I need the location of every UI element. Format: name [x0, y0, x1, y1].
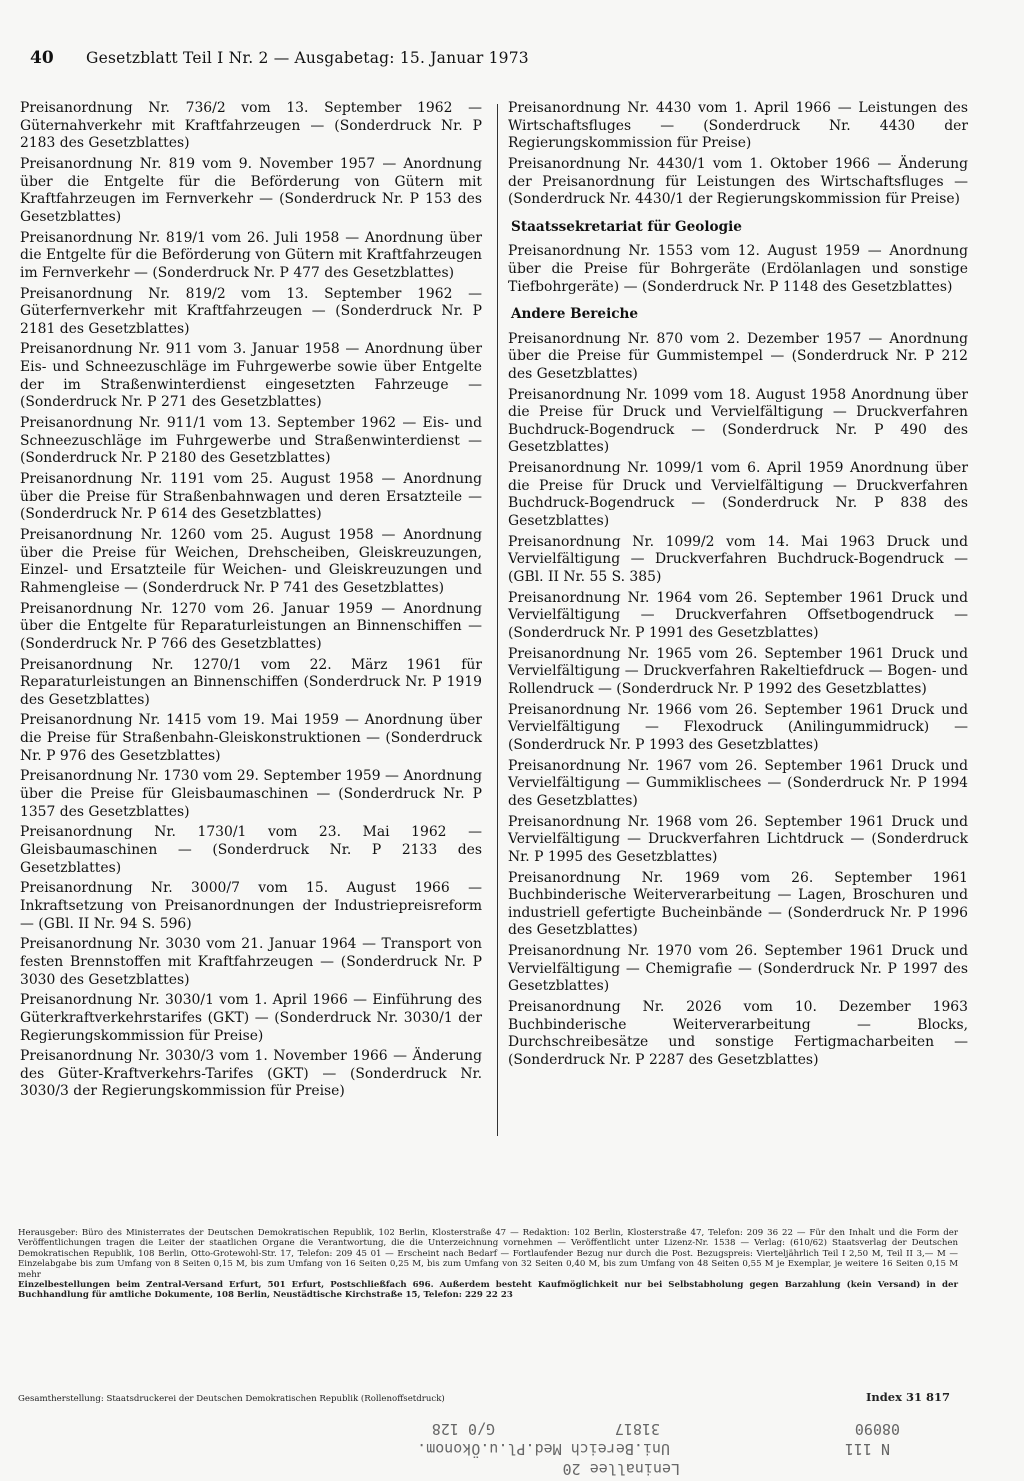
- stamp-line-3: N 111: [844, 1440, 890, 1458]
- list-item: Preisanordnung Nr. 736/2 vom 13. September 1962 — Güternahverkehr mit Kraftfahrzeugen — (Sonderdruck Nr. P 2183 des Gesetzblattes): [20, 100, 482, 152]
- list-item: Preisanordnung Nr. 1967 vom 26. September 1961 Druck und Vervielfältigung — Gummiklischees — (Sonderdruck Nr. P 1994 des Gesetzblattes): [508, 757, 968, 809]
- list-item: Preisanordnung Nr. 1191 vom 25. August 1958 — Anordnung über die Preise für Straßenbahnwagen und deren Ersatzteile — (Sonderdruck Nr. P 614 des Gesetzblattes): [20, 471, 482, 523]
- list-item: Preisanordnung Nr. 1099/2 vom 14. Mai 1963 Druck und Vervielfältigung — Druckverfahren Buchdruck-Bogendruck — (GBl. II Nr. 55 S. 385): [508, 533, 968, 585]
- list-item: Preisanordnung Nr. 1260 vom 25. August 1958 — Anordnung über die Preise für Weichen, Drehscheiben, Gleiskreuzungen, Einzel- und Ersatzteile für Weichen- und Gleiskreuzungen und Rahmengleise — (Sonderdruck Nr. P 741 des Gesetzblattes): [20, 526, 482, 596]
- list-item: Preisanordnung Nr. 1553 vom 12. August 1959 — Anordnung über die Preise für Bohrgeräte (Erdölanlagen und sonstige Tiefbohrgeräte) — (Sonderdruck Nr. P 1148 des Gesetzblattes): [508, 243, 968, 295]
- list-item: Preisanordnung Nr. 819/1 vom 26. Juli 1958 — Anordnung über die Entgelte für die Beförderung von Gütern mit Kraftfahrzeugen im Fernverkehr — (Sonderdruck Nr. P 477 des Gesetzblattes): [20, 229, 482, 281]
- page-number: 40: [30, 48, 54, 68]
- printer-info: Gesamtherstellung: Staatsdruckerei der Deutschen Demokratischen Republik (Rollenoffsetdruck): [18, 1394, 445, 1404]
- right-column: [508, 100, 968, 1073]
- list-item: Preisanordnung Nr. 870 vom 2. Dezember 1957 — Anordnung über die Preise für Gummistempel — (Sonderdruck Nr. P 212 des Gesetzblattes): [508, 330, 968, 382]
- list-item: Preisanordnung Nr. 1099 vom 18. August 1958 Anordnung über die Preise für Druck und Vervielfältigung — Druckverfahren Buchdruck-Bogendruck — (Sonderdruck Nr. P 490 des Gesetzblattes): [508, 386, 968, 456]
- section-heading-andere-bereiche: Andere Bereiche: [511, 306, 639, 323]
- stamp-line-4: 08090: [854, 1420, 900, 1438]
- section-heading-geologie: Staatssekretariat für Geologie: [511, 218, 742, 235]
- list-item: Preisanordnung Nr. 1970 vom 26. September 1961 Druck und Vervielfältigung — Chemigrafie — (Sonderdruck Nr. P 1997 des Gesetzblattes): [508, 943, 968, 995]
- stamp-line-2: Uni.Bereich Med.Pl.u.Ökonom.: [417, 1440, 670, 1458]
- page-header: [30, 48, 994, 68]
- list-item: Preisanordnung Nr. 1415 vom 19. Mai 1959 — Anordnung über die Preise für Straßenbahn-Gleiskonstruktionen — (Sonderdruck Nr. P 976 des Gesetzblattes): [20, 712, 482, 764]
- list-item: Preisanordnung Nr. 1968 vom 26. September 1961 Druck und Vervielfältigung — Druckverfahren Lichtdruck — (Sonderdruck Nr. P 1995 des Gesetzblattes): [508, 813, 968, 865]
- list-item: Preisanordnung Nr. 819 vom 9. November 1957 — Anordnung über die Entgelte für die Beförderung von Gütern mit Kraftfahrzeugen im Fernverkehr — (Sonderdruck Nr. P 153 des Gesetzblattes): [20, 155, 482, 225]
- stamp-line-5: 31817: [614, 1420, 660, 1438]
- list-item: Preisanordnung Nr. 911 vom 3. Januar 1958 — Anordnung über Eis- und Schneezuschläge im Fuhrgewerbe sowie über Entgelte der im Straßenwinterdienst eingesetzten Fahrzeuge — (Sonderdruck Nr. P 271 des Gesetzblattes): [20, 341, 482, 411]
- list-item: Preisanordnung Nr. 4430/1 vom 1. Oktober 1966 — Änderung der Preisanordnung für Leistungen des Wirtschaftsfluges — (Sonderdruck Nr. 4430/1 der Regierungskommission für Preise): [508, 155, 968, 208]
- list-item: Preisanordnung Nr. 3000/7 vom 15. August 1966 — Inkraftsetzung von Preisanordnungen der Industriepreisreform — (GBl. II Nr. 94 S. 596): [20, 880, 482, 932]
- colophon: [18, 1228, 958, 1301]
- publisher-info: Herausgeber: Büro des Ministerrates der Deutschen Demokratischen Republik, 102 Berlin, Klosterstraße 47 — Redaktion: 102 Berlin, Klosterstraße 47, Telefon: 209 36 22 — Für den Inhalt und die Form der Veröffentlichungen tragen die Leiter der staatlichen Organe die Verantwortung, die die Unterzeichnung vornehmen — Veröffentlicht unter Lizenz-Nr. 1538 — Verlag: (610/62) Staatsverlag der Deutschen Demokratischen Republik, 108 Berlin, Otto-Grotewohl-Str. 17, Telefon: 209 45 01 — Erscheint nach Bedarf — Fortlaufender Bezug nur durch die Post. Bezugspreis: Vierteljährlich Teil I 2,50 M, Teil II 3,— M — Einzelabgabe bis zum Umfang von 8 Seiten 0,15 M, bis zum Umfang von 16 Seiten 0,25 M, bis zum Umfang von 32 Seiten 0,40 M, bis zum Umfang von 48 Seiten 0,55 M je Exemplar, je weitere 16 Seiten 0,15 M mehr: [18, 1228, 958, 1280]
- list-item: Preisanordnung Nr. 3030 vom 21. Januar 1964 — Transport von festen Brennstoffen mit Kraftfahrzeugen — (Sonderdruck Nr. P 3030 des Gesetzblattes): [20, 936, 482, 988]
- list-item: Preisanordnung Nr. 1965 vom 26. September 1961 Druck und Vervielfältigung — Druckverfahren Rakeltiefdruck — Bogen- und Rollendruck — (Sonderdruck Nr. P 1992 des Gesetzblattes): [508, 645, 968, 697]
- list-item: Preisanordnung Nr. 2026 vom 10. Dezember 1963 Buchbinderische Weiterverarbeitung — Blocks, Durchschreibesätze und sonstige Fertigmacharbeiten — (Sonderdruck Nr. P 2287 des Gesetzblattes): [508, 999, 968, 1068]
- list-item: Preisanordnung Nr. 3030/3 vom 1. November 1966 — Änderung des Güter-Kraftverkehrs-Tarifes (GKT) — (Sonderdruck Nr. 3030/3 der Regierungskommission für Preise): [20, 1048, 482, 1100]
- list-item: Preisanordnung Nr. 911/1 vom 13. September 1962 — Eis- und Schneezuschläge im Fuhrgewerbe und Straßenwinterdienst — (Sonderdruck Nr. P 2180 des Gesetzblattes): [20, 415, 482, 467]
- list-item: Preisanordnung Nr. 1969 vom 26. September 1961 Buchbinderische Weiterverarbeitung — Lagen, Broschuren und industriell gefertigte Bucheinbände — (Sonderdruck Nr. P 1996 des Gesetzblattes): [508, 869, 968, 939]
- list-item: Preisanordnung Nr. 1099/1 vom 6. April 1959 Anordnung über die Preise für Druck und Vervielfältigung — Druckverfahren Buchdruck-Bogendruck — (Sonderdruck Nr. P 838 des Gesetzblattes): [508, 460, 968, 530]
- list-item: Preisanordnung Nr. 819/2 vom 13. September 1962 — Güterfernverkehr mit Kraftfahrzeugen — (Sonderdruck Nr. P 2181 des Gesetzblattes): [20, 285, 482, 337]
- list-item: Preisanordnung Nr. 1966 vom 26. September 1961 Druck und Vervielfältigung — Flexodruck (Anilingummidruck) — (Sonderdruck Nr. P 1993 des Gesetzblattes): [508, 701, 968, 753]
- stamp-line-1: Leninallee 20: [562, 1460, 680, 1478]
- stamp-line-6: G/0 128: [431, 1420, 495, 1438]
- list-item: Preisanordnung Nr. 1730 vom 29. September 1959 — Anordnung über die Preise für Gleisbaumaschinen — (Sonderdruck Nr. P 1357 des Gesetzblattes): [20, 768, 482, 820]
- index-number: Index 31 817: [866, 1390, 950, 1404]
- library-stamp: [300, 1418, 1000, 1478]
- list-item: Preisanordnung Nr. 1270 vom 26. Januar 1959 — Anordnung über die Entgelte für Reparaturleistungen an Binnenschiffen — (Sonderdruck Nr. P 766 des Gesetzblattes): [20, 600, 482, 652]
- colophon-footer: [18, 1392, 958, 1404]
- list-item: Preisanordnung Nr. 3030/1 vom 1. April 1966 — Einführung des Güterkraftverkehrstarifes (GKT) — (Sonderdruck Nr. 3030/1 der Regierungskommission für Preise): [20, 992, 482, 1044]
- list-item: Preisanordnung Nr. 1964 vom 26. September 1961 Druck und Vervielfältigung — Druckverfahren Offsetbogendruck — (Sonderdruck Nr. P 1991 des Gesetzblattes): [508, 589, 968, 641]
- list-item: Preisanordnung Nr. 1730/1 vom 23. Mai 1962 — Gleisbaumaschinen — (Sonderdruck Nr. P 2133 des Gesetzblattes): [20, 824, 482, 876]
- ordering-info: Einzelbestellungen beim Zentral-Versand Erfurt, 501 Erfurt, Postschließfach 696. Außerdem besteht Kaufmöglichkeit nur bei Selbstabholung gegen Barzahlung (kein Versand) in der Buchhandlung für amtliche Dokumente, 108 Berlin, Neustädtische Kirchstraße 15, Telefon: 229 22 23: [18, 1280, 958, 1301]
- column-divider: [497, 104, 498, 1136]
- running-title: Gesetzblatt Teil I Nr. 2 — Ausgabetag: 15. Januar 1973: [86, 49, 529, 67]
- list-item: Preisanordnung Nr. 4430 vom 1. April 1966 — Leistungen des Wirtschaftsfluges — (Sonderdruck Nr. 4430 der Regierungskommission für Preise): [508, 100, 968, 152]
- left-column: [20, 100, 482, 1104]
- list-item: Preisanordnung Nr. 1270/1 vom 22. März 1961 für Reparaturleistungen an Binnenschiffen (Sonderdruck Nr. P 1919 des Gesetzblattes): [20, 656, 482, 708]
